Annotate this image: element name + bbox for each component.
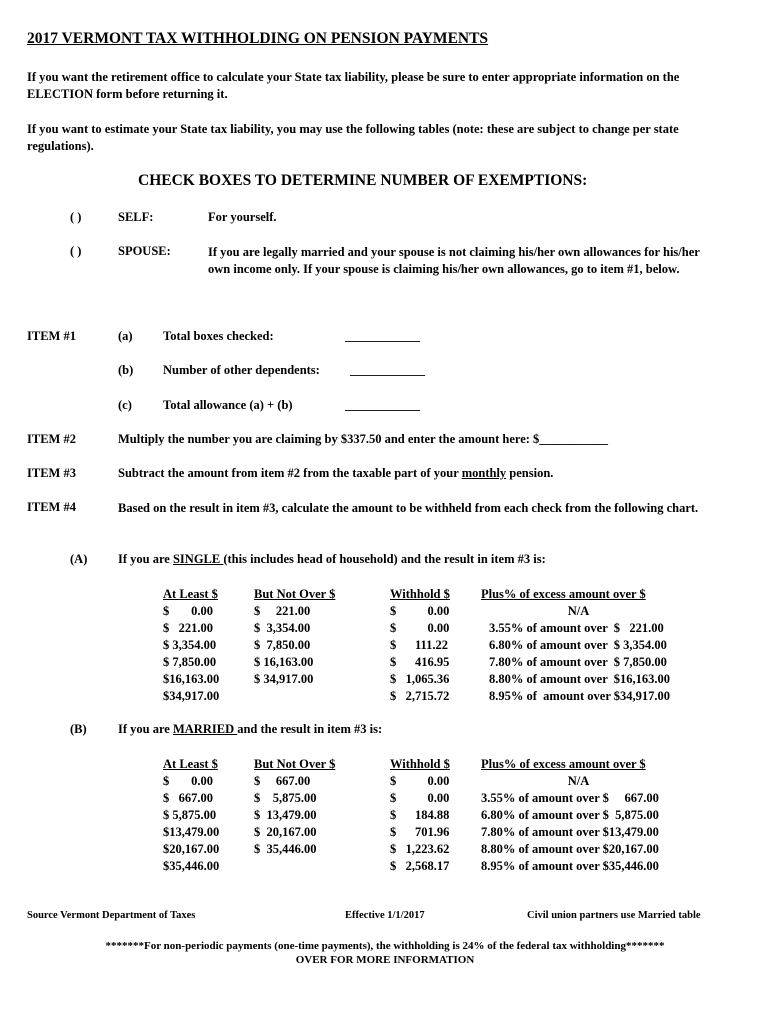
- item1-label: ITEM #1: [27, 329, 76, 343]
- footer-over-note: OVER FOR MORE INFORMATION: [295, 954, 475, 966]
- table-cell: $20,167.00: [163, 842, 220, 856]
- single-label: (A): [70, 552, 88, 566]
- column-header: Withhold $: [390, 757, 450, 771]
- intro-paragraph-1: If you want the retirement office to calculate your State tax liability, please be sure to enter appropriate information on the ELECTION form before returning it.: [27, 70, 680, 101]
- item1-a-letter: (a): [118, 329, 133, 343]
- column-header: Plus% of excess amount over $: [481, 757, 646, 771]
- table-cell: 7.80% of amount over $13,479.00: [481, 825, 659, 839]
- column-header: But Not Over $: [254, 587, 336, 601]
- item1-b-letter: (b): [118, 363, 134, 377]
- table-cell: $ 111.22: [390, 638, 448, 652]
- item2-text: Multiply the number you are claiming by $337.50 and enter the amount here: $___________: [118, 432, 609, 446]
- table-cell: $ 13,479.00: [254, 808, 317, 822]
- table-cell: $ 0.00: [390, 791, 450, 805]
- table-cell: $ 34,917.00: [254, 672, 314, 686]
- table-cell: $ 701.96: [390, 825, 450, 839]
- table-cell: $ 16,163.00: [254, 655, 314, 669]
- spouse-label: SPOUSE:: [118, 244, 171, 258]
- table-cell: 7.80% of amount over $ 7,850.00: [489, 655, 667, 669]
- table-cell: $ 667.00: [254, 774, 311, 788]
- table-cell: 8.95% of amount over $34,917.00: [489, 689, 671, 703]
- table-cell: $ 5,875.00: [163, 808, 217, 822]
- column-header: At Least $: [163, 587, 218, 601]
- column-header: At Least $: [163, 757, 218, 771]
- footer-source: Source Vermont Department of Taxes: [27, 910, 196, 921]
- table-cell: $16,163.00: [163, 672, 220, 686]
- page-title: 2017 VERMONT TAX WITHHOLDING ON PENSION PAYMENTS: [27, 30, 489, 47]
- column-header: But Not Over $: [254, 757, 336, 771]
- spouse-checkbox[interactable]: ( ): [70, 244, 82, 258]
- table-cell: $ 35,446.00: [254, 842, 317, 856]
- table-cell: 8.95% of amount over $35,446.00: [481, 859, 659, 873]
- item2-label: ITEM #2: [27, 432, 76, 446]
- item1-b-blank[interactable]: ____________: [350, 363, 425, 377]
- married-not-over-column: [254, 756, 335, 858]
- married-at-least-column: [163, 756, 219, 875]
- table-cell: $ 7,850.00: [163, 655, 217, 669]
- item1-c-letter: (c): [118, 398, 132, 412]
- exemptions-heading: CHECK BOXES TO DETERMINE NUMBER OF EXEMPTIONS:: [138, 172, 588, 189]
- married-plus-column: [481, 756, 706, 875]
- married-label: (B): [70, 722, 87, 736]
- table-cell: $ 2,568.17: [390, 859, 450, 873]
- item1-a-text: Total boxes checked:: [163, 329, 274, 343]
- table-cell: 6.80% of amount over $ 3,354.00: [489, 638, 667, 652]
- item1-c-blank[interactable]: ____________: [345, 398, 420, 412]
- table-cell: $ 5,875.00: [254, 791, 317, 805]
- item4-label: ITEM #4: [27, 500, 76, 514]
- item3-label: ITEM #3: [27, 466, 76, 480]
- item4-text: Based on the result in item #3, calculate the amount to be withheld from each check from the following chart.: [118, 501, 699, 515]
- table-cell: 8.80% of amount over $16,163.00: [489, 672, 671, 686]
- table-cell: 8.80% of amount over $20,167.00: [481, 842, 659, 856]
- column-header: Plus% of excess amount over $: [481, 587, 646, 601]
- table-cell: $ 3,354.00: [163, 638, 217, 652]
- table-cell: $ 0.00: [163, 774, 213, 788]
- column-header: Withhold $: [390, 587, 450, 601]
- spouse-text: If you are legally married and your spouse is not claiming his/her own allowances for his/her own income only. If your spouse is claiming his/her own allowances, go to item #1, below.: [208, 245, 700, 276]
- item3-text: Subtract the amount from item #2 from the taxable part of your monthly pension.: [118, 466, 554, 480]
- intro-paragraph-2: If you want to estimate your State tax liability, you may use the following tables (note: these are subject to change per state regulations).: [27, 122, 679, 153]
- self-label: SELF:: [118, 210, 154, 224]
- married-withhold-column: [390, 756, 450, 875]
- footer-effective: Effective 1/1/2017: [345, 910, 425, 921]
- table-cell: $ 0.00: [163, 604, 213, 618]
- table-cell: $ 667.00: [163, 791, 213, 805]
- table-cell: 3.55% of amount over $ 667.00: [481, 791, 659, 805]
- table-cell: $ 0.00: [390, 774, 450, 788]
- married-intro: If you are MARRIED and the result in item #3 is:: [118, 722, 383, 736]
- table-cell: $13,479.00: [163, 825, 220, 839]
- item1-c-text: Total allowance (a) + (b): [163, 398, 293, 412]
- self-checkbox[interactable]: ( ): [70, 210, 82, 224]
- table-cell: $ 2,715.72: [390, 689, 450, 703]
- single-intro: If you are SINGLE (this includes head of household) and the result in item #3 is:: [118, 552, 546, 566]
- footer-civil-union: Civil union partners use Married table: [527, 910, 701, 921]
- item1-a-blank[interactable]: ____________: [345, 329, 420, 343]
- item1-b-text: Number of other dependents:: [163, 363, 320, 377]
- table-cell: $ 3,354.00: [254, 621, 311, 635]
- self-text: For yourself.: [208, 210, 277, 224]
- table-cell: N/A: [567, 774, 590, 788]
- table-cell: $ 0.00: [390, 604, 450, 618]
- table-cell: $ 7,850.00: [254, 638, 311, 652]
- table-cell: $34,917.00: [163, 689, 220, 703]
- table-cell: N/A: [567, 604, 590, 618]
- table-cell: $ 1,065.36: [390, 672, 450, 686]
- single-withhold-column: [390, 586, 450, 705]
- table-cell: $ 221.00: [254, 604, 311, 618]
- table-cell: $ 20,167.00: [254, 825, 317, 839]
- table-cell: $ 1,223.62: [390, 842, 450, 856]
- footer-nonperiodic-note: *******For non-periodic payments (one-time payments), the withholding is 24% of the federal tax withholding*******: [105, 940, 665, 952]
- table-cell: $ 184.88: [390, 808, 450, 822]
- table-cell: $ 0.00: [390, 621, 450, 635]
- table-cell: $ 221.00: [163, 621, 213, 635]
- single-plus-column: [481, 586, 706, 705]
- table-cell: $35,446.00: [163, 859, 220, 873]
- single-at-least-column: [163, 586, 219, 705]
- table-cell: 6.80% of amount over $ 5,875.00: [481, 808, 659, 822]
- table-cell: $ 416.95: [390, 655, 450, 669]
- table-cell: 3.55% of amount over $ 221.00: [489, 621, 664, 635]
- single-not-over-column: [254, 586, 335, 688]
